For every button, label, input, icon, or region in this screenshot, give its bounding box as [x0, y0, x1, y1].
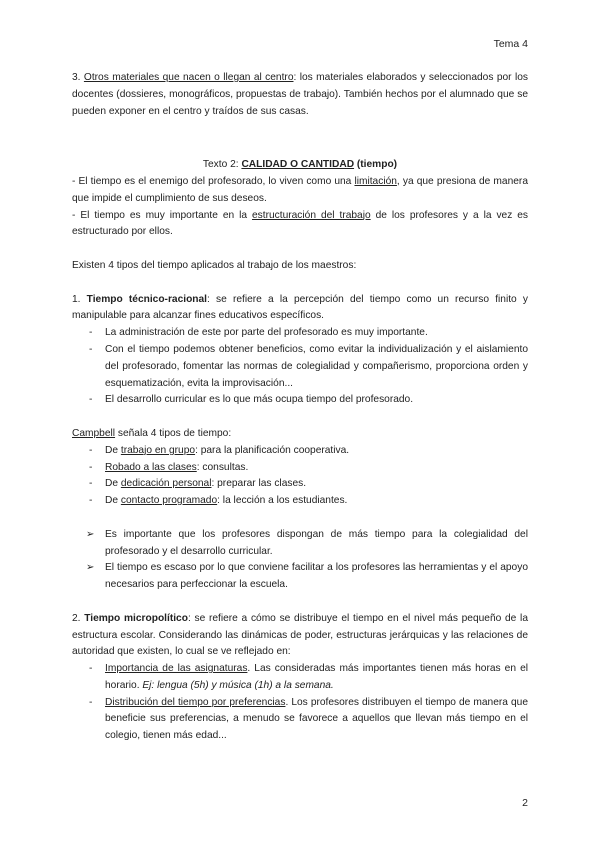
list-item: - La administración de este por parte del profesorado es muy importante.	[72, 325, 528, 342]
tiempo1-paragraph: 1. Tiempo técnico-racional: se refiere a la percepción del tiempo como un recurso finito y manipulable para alcanzar fines educativos específicos.	[72, 293, 528, 322]
campbell-list	[72, 443, 528, 510]
list-item: - Robado a las clases: consultas.	[72, 460, 528, 477]
list-item: - De dedicación personal: preparar las clases.	[72, 476, 528, 493]
arrow-list	[72, 527, 528, 594]
list-item: - El desarrollo curricular es lo que más ocupa tiempo del profesorado.	[72, 392, 528, 409]
tiempo1-list	[72, 325, 528, 409]
page-header: Tema 4	[493, 38, 528, 50]
tiempo1-title: Tiempo técnico-racional	[86, 293, 208, 305]
texto2-heading: Texto 2: CALIDAD O CANTIDAD (tiempo)	[202, 159, 398, 171]
texto2-paragraph-2: - El tiempo es muy importante en la estructuración del trabajo de los profesores y a la vez es estructurado por ellos.	[72, 209, 529, 238]
tiempo2-paragraph: 2. Tiempo micropolítico: se refiere a cómo se distribuye el tiempo en el nivel más pequeño de la estructura escolar. Considerando las dinámicas de poder, estructuras jerárquicas y las relaciones de autoridad que existen, lo cual se ve reflejado en:	[72, 612, 528, 658]
list-item: - De trabajo en grupo: para la planificación cooperativa.	[72, 443, 528, 460]
arrow-list-item: ➢ Es importante que los profesores dispongan de más tiempo para la colegialidad del profesorado y el desarrollo curricular.	[72, 527, 528, 561]
otros-materiales-paragraph: 3. Otros materiales que nacen o llegan al centro: los materiales elaborados y seleccionados por los docentes (dossieres, monográficos, propuestas de trabajo). También hechos por el alumnado que se pueden exponer en el centro y traídos de sus casas.	[72, 72, 528, 117]
tiempo2-list	[72, 661, 528, 745]
texto2-title: CALIDAD O CANTIDAD	[241, 159, 355, 171]
page-number: 2	[522, 797, 528, 809]
list-item: - De contacto programado: la lección a los estudiantes.	[72, 493, 528, 510]
list-item: - Distribución del tiempo por preferencias. Los profesores distribuyen el tiempo de manera que beneficie sus preferencias, a menudo se favorece a aquellos que llevan más tiempo en el colegio, tienen más edad...	[72, 695, 528, 745]
otros-materiales-title: Otros materiales que nacen o llegan al centro	[83, 72, 294, 83]
campbell-paragraph: Campbell señala 4 tipos de tiempo:	[72, 427, 232, 439]
list-item: - Importancia de las asignaturas. Las consideradas más importantes tienen más horas en el horario. Ej: lengua (5h) y música (1h) a la semana.	[72, 661, 528, 695]
list-item: - Con el tiempo podemos obtener beneficios, como evitar la individualización y el aislamiento del profesorado, fomentar las normas de colegialidad y compañerismo, proporciona orden y esquematización, evita la improvisación...	[72, 342, 528, 392]
tiempo2-title: Tiempo micropolítico	[84, 612, 188, 624]
intro-paragraph: Existen 4 tipos del tiempo aplicados al trabajo de los maestros:	[72, 259, 357, 271]
arrow-list-item: ➢ El tiempo es escaso por lo que conviene facilitar a los profesores las herramientas y el apoyo necesarios para perfeccionar la escuela.	[72, 560, 528, 594]
texto2-paragraph-1: - El tiempo es el enemigo del profesorado, lo viven como una limitación, ya que presiona de manera que impide el cumplimiento de sus deseos.	[72, 175, 528, 204]
page-content	[72, 70, 528, 745]
campbell-name: Campbell	[72, 427, 116, 439]
